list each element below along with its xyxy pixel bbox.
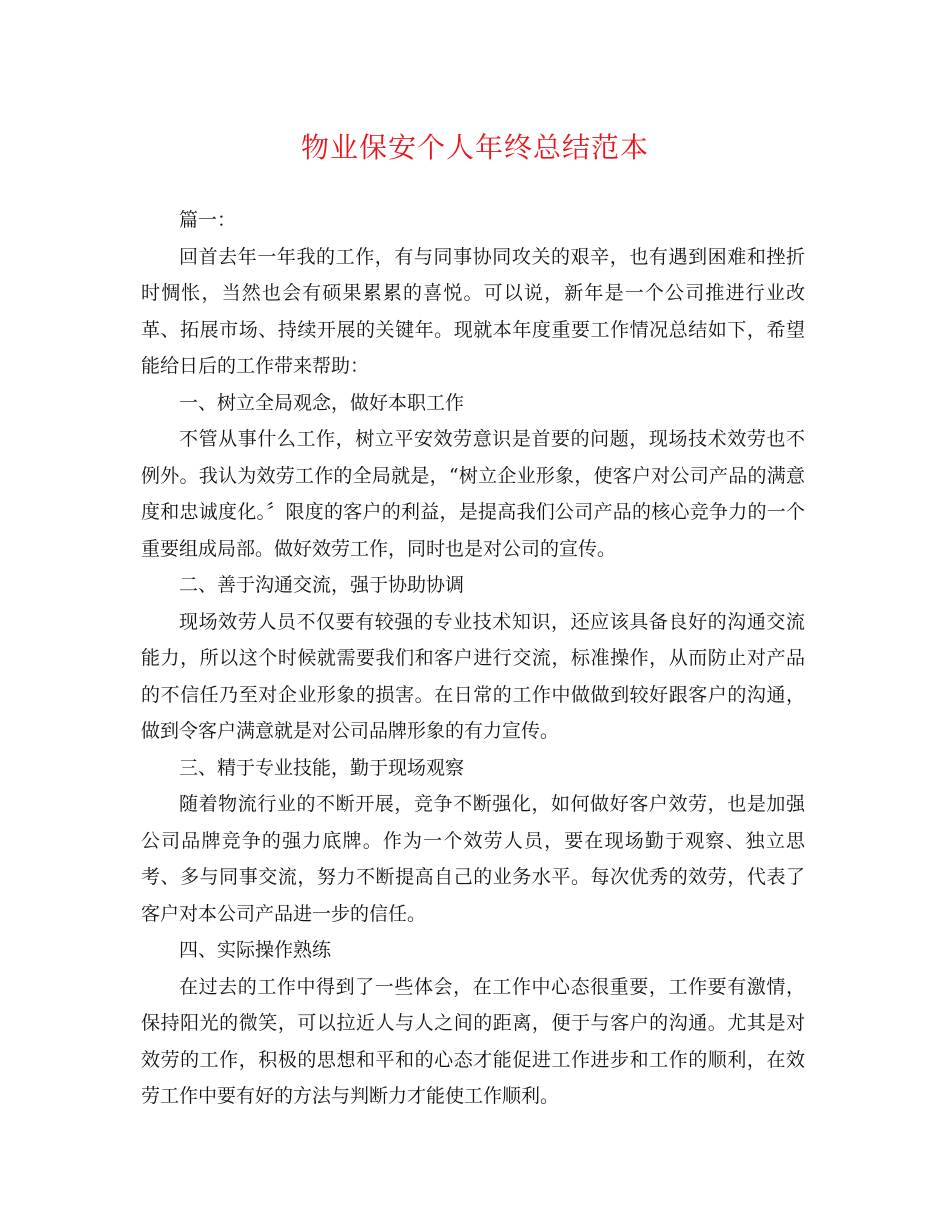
paragraph-2: 现场效劳人员不仅要有较强的专业技术知识，还应该具备良好的沟通交流能力，所以这个时候就需要我们和客户进行交流，标准操作，从而防止对产品的不信任乃至对企业形象的损害。在日常的工作中做做到较好跟客户的沟通，做到令客户满意就是对公司品牌形象的有力宣传。 <box>141 610 805 742</box>
document-body <box>141 202 805 1115</box>
document-title: 物业保安个人年终总结范本 <box>300 131 649 164</box>
heading-3: 三、精于专业技能，勤于现场观察 <box>179 756 465 779</box>
heading-4: 四、实际操作熟练 <box>179 939 332 961</box>
section-label: 篇一： <box>179 209 237 231</box>
paragraph-4: 在过去的工作中得到了一些体会，在工作中心态很重要，工作要有激情，保持阳光的微笑，可以拉近人与人之间的距离，便于与客户的沟通。尤其是对效劳的工作，积极的思想和平和的心态才能促进工作进步和工作的顺利，在效劳工作中要有好的方法与判断力才能使工作顺利。 <box>141 975 805 1107</box>
heading-1: 一、树立全局观念，做好本职工作 <box>179 391 465 414</box>
paragraph-3: 随着物流行业的不断开展，竞争不断强化，如何做好客户效劳，也是加强公司品牌竞争的强力底牌。作为一个效劳人员，要在现场勤于观察、独立思考、多与同事交流，努力不断提高自己的业务水平。每次优秀的效劳，代表了客户对本公司产品进一步的信任。 <box>141 793 805 925</box>
heading-2: 二、善于沟通交流，强于协助协调 <box>179 574 465 596</box>
paragraph-1: 不管从事什么工作，树立平安效劳意识是首要的问题，现场技术效劳也不例外。我认为效劳工作的全局就是，“树立企业形象，使客户对公司产品的满意度和忠诚度化。〞限度的客户的利益，是提高我们公司产品的核心竞争力的一个重要组成局部。做好效劳工作，同时也是对公司的宣传。 <box>141 428 805 560</box>
intro-paragraph: 回首去年一年我的工作，有与同事协同攻关的艰辛，也有遇到困难和挫折时惆怅，当然也会有硕果累累的喜悦。可以说，新年是一个公司推进行业改革、拓展市场、持续开展的关键年。现就本年度重要工作情况总结如下，希望能给日后的工作带来帮助： <box>141 245 805 377</box>
